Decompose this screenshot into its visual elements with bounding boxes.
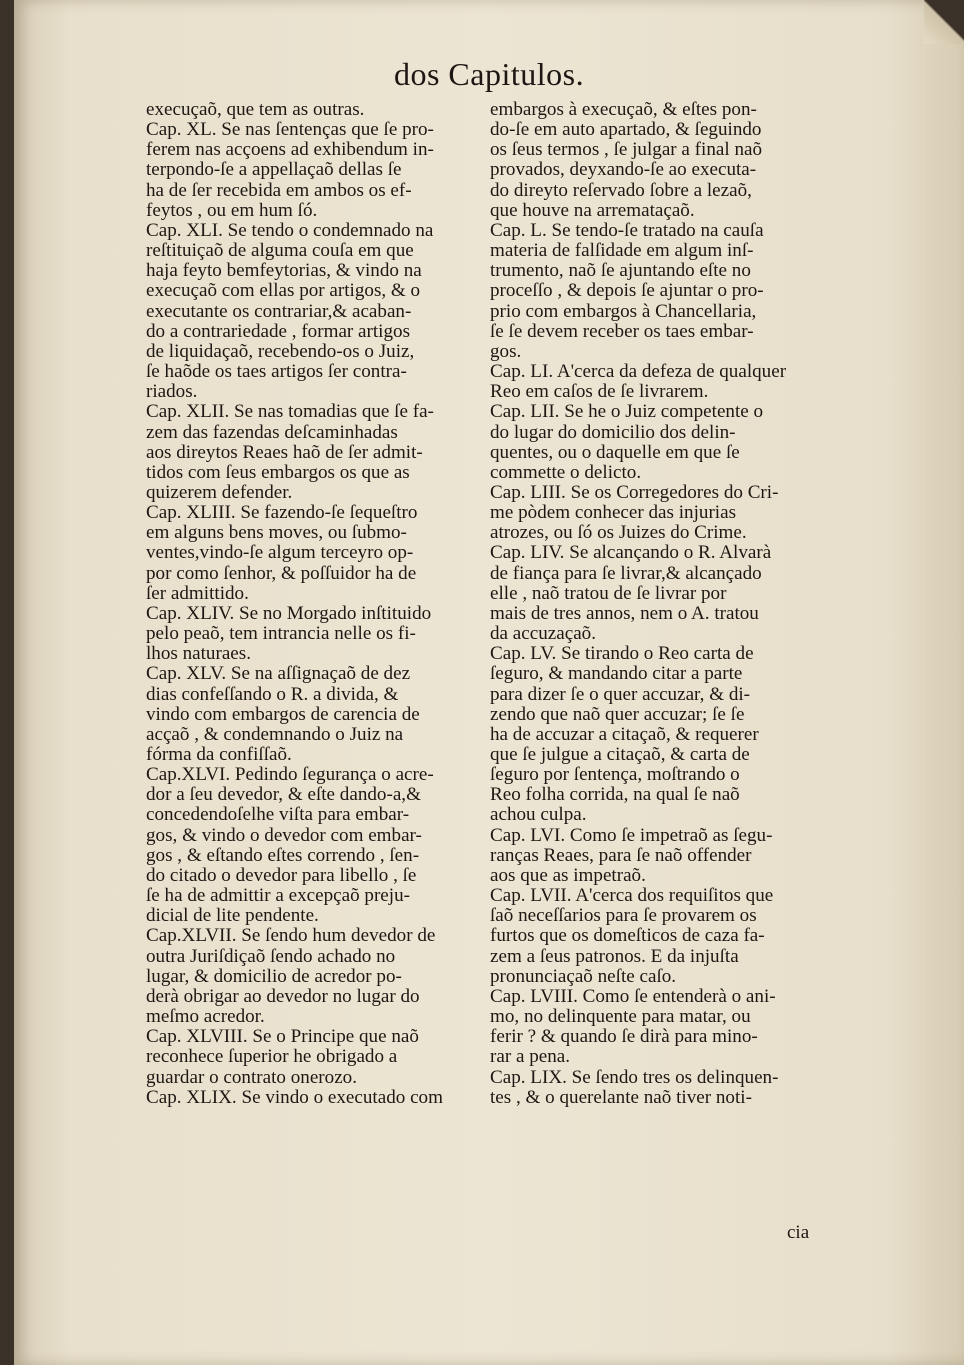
chapter-entry [146,120,492,221]
entry-line: Cap. XLV. Se na aſſignaçaõ de dez [146,663,411,685]
entry-line: dor a ſeu devedor, & eſte dando-a,& [146,784,421,806]
entry-line: Cap. XL. Se nas ſentenças que ſe pro- [146,119,434,141]
entry-line: que houve na arremataçaõ. [490,199,695,221]
entry-line: aos direytos Reaes haõ de ſer admit- [146,441,423,463]
chapter-entry [490,483,830,543]
entry-line: elle , naõ tratou de ſe livrar por [490,582,727,604]
right-column [490,100,830,1108]
chapter-entry [490,987,830,1068]
entry-line: Cap. XLIX. Se vindo o executado com [146,1086,443,1108]
entry-line: ſeguro por ſentença, moſtrando o [490,764,740,786]
entry-line: zem das fazendas deſcaminhadas [146,421,398,443]
left-column [146,100,492,1108]
entry-line: Cap. LIV. Se alcançando o R. Alvarà [490,542,772,564]
entry-line: Cap. XLIII. Se fazendo-ſe ſequeſtro [146,502,418,524]
entry-line: do direyto reſervado ſobre a lezaõ, [490,179,752,201]
entry-line: quizerem defender. [146,481,293,503]
entry-line: atrozes, ou ſó os Juizes do Crime. [490,522,747,544]
entry-line: derà obrigar ao devedor no lugar do [146,985,420,1007]
entry-line: zem a ſeus patronos. E da injuſta [490,945,739,967]
entry-line: ſe ſe devem receber os taes embar- [490,320,754,342]
entry-line: execuçaõ, que tem as outras. [146,99,365,120]
entry-line: Cap. LVIII. Como ſe entenderà o ani- [490,985,776,1007]
entry-line: haja feyto bemfeytorias, & vindo na [146,260,422,282]
entry-line: gos , & eſtando eſtes correndo , ſen- [146,844,420,866]
entry-line: materia de falſidade em algum inſ- [490,240,754,262]
entry-line: Cap. XLIV. Se no Morgado inſtituido [146,602,432,624]
entry-line: dias confeſſando o R. a divida, & [146,683,399,705]
entry-line: Cap. XLVIII. Se o Principe que naõ [146,1026,419,1048]
entry-line: commette o delicto. [490,461,642,483]
entry-line: Cap. LVII. A'cerca dos requiſitos que [490,885,774,907]
chapter-entry [146,402,492,503]
entry-line: executante os contrariar,& acaban- [146,300,412,322]
chapter-entry [490,100,830,221]
entry-line: ſer admittido. [146,582,249,604]
entry-line: mo, no delinquente para matar, ou [490,1006,751,1028]
chapter-entry [146,926,492,1027]
entry-line: proceſſo , & depois ſe ajuntar o pro- [490,280,764,302]
entry-line: me pòdem conhecer das injurias [490,502,737,524]
entry-line: Cap. LII. Se he o Juiz competente o [490,401,764,423]
entry-line: riados. [146,381,198,403]
entry-line: Cap.XLVII. Se ſendo hum devedor de [146,925,436,947]
entry-line: meſmo acredor. [146,1006,265,1028]
entry-line: do lugar do domicilio dos delin- [490,421,736,443]
chapter-entry [146,221,492,402]
entry-line: prio com embargos à Chancellaria, [490,300,757,322]
entry-line: rar a pena. [490,1046,571,1068]
entry-line: Cap. LV. Se tirando o Reo carta de [490,643,754,665]
chapter-entry [490,886,830,987]
chapter-entry [146,1027,492,1087]
entry-line: ranças Reaes, para ſe naõ offender [490,844,752,866]
entry-line: Cap. LIX. Se ſendo tres os delinquen- [490,1066,779,1088]
entry-line: trumento, naõ ſe ajuntando eſte no [490,260,751,282]
entry-line: mais de tres annos, nem o A. tratou [490,602,759,624]
entry-line: ſeguro, & mandando citar a parte [490,663,743,685]
entry-line: lugar, & domicilio de acredor po- [146,965,402,987]
entry-line: quentes, ou o daquelle em que ſe [490,441,740,463]
entry-line: por como ſenhor, & poſſuidor ha de [146,562,417,584]
entry-line: ſaõ neceſſarios para ſe provarem os [490,905,757,927]
book-page [14,0,964,1365]
entry-line: ha de accuzar a citaçaõ, & requerer [490,723,759,745]
entry-line: Cap. LIII. Se os Corregedores do Cri- [490,481,779,503]
entry-line: pelo peaõ, tem intrancia nelle os fi- [146,623,416,645]
entry-line: em alguns bens moves, ou ſubmo- [146,522,407,544]
chapter-entry [146,765,492,926]
entry-line: Cap. XLI. Se tendo o condemnado na [146,219,434,241]
entry-line: da accuzaçaõ. [490,623,596,645]
chapter-entry [146,100,492,120]
entry-line: de liquidaçaõ, recebendo-os o Juiz, [146,340,415,362]
entry-line: ventes,vindo-ſe algum terceyro op- [146,542,414,564]
entry-line: vindo com embargos de carencia de [146,703,420,725]
entry-line: gos. [490,340,522,362]
entry-line: do a contrariedade , formar artigos [146,320,411,342]
entry-line: Cap. LVI. Como ſe impetraõ as ſegu- [490,824,773,846]
chapter-entry [490,362,830,402]
entry-line: lhos naturaes. [146,643,251,665]
entry-line: tidos com ſeus embargos os que as [146,461,410,483]
chapter-entry [490,826,830,886]
running-header: dos Capitulos. [393,56,585,92]
entry-line: achou culpa. [490,804,587,826]
entry-line: feytos , ou em hum ſó. [146,199,318,221]
entry-line: aos que as impetraõ. [490,864,646,886]
entry-line: terpondo-ſe a appellaçaõ dellas ſe [146,159,402,181]
chapter-entry [146,604,492,664]
catchword: cia [787,1222,810,1243]
entry-line: ſe haõde os taes artigos ſer contra- [146,361,407,383]
chapter-entry [146,664,492,765]
page-corner-curl [924,0,964,44]
entry-line: gos, & vindo o devedor com embar- [146,824,422,846]
chapter-entry [146,503,492,604]
entry-line: reſtituiçaõ de alguma couſa em que [146,240,414,262]
chapter-entry [490,402,830,483]
entry-line: guardar o contrato onerozo. [146,1066,358,1088]
chapter-entry [490,221,830,362]
chapter-entry [146,1088,492,1108]
entry-line: ſe ha de admittir a excepçaõ preju- [146,885,410,907]
entry-line: fórma da confiſſaõ. [146,744,292,765]
entry-line: dicial de lite pendente. [146,905,319,927]
entry-line: Cap. XLII. Se nas tomadias que ſe fa- [146,401,434,423]
entry-line: Reo em caſos de ſe livrarem. [490,381,709,403]
entry-line: Cap. L. Se tendo-ſe tratado na cauſa [490,219,764,241]
chapter-entry [490,543,830,644]
entry-line: Cap.XLVI. Pedindo ſegurança o acre- [146,764,434,786]
entry-line: que ſe julgue a citaçaõ, & carta de [490,744,750,765]
entry-line: do-ſe em auto apartado, & ſeguindo [490,119,762,141]
entry-line: ferir ? & quando ſe dirà para mino- [490,1026,758,1048]
entry-line: furtos que os domeſticos de caza fa- [490,925,765,947]
entry-line: tes , & o querelante naõ tiver noti- [490,1086,752,1108]
entry-line: acçaõ , & condemnando o Juiz na [146,723,404,745]
entry-line: embargos à execuçaõ, & eſtes pon- [490,99,757,120]
entry-line: Cap. LI. A'cerca da defeza de qualquer [490,361,787,383]
entry-line: ha de ſer recebida em ambos os ef- [146,179,412,201]
entry-line: para dizer ſe o quer accuzar, & di- [490,683,751,705]
chapter-entry [490,1068,830,1108]
entry-line: ferem nas acçoens ad exhibendum in- [146,139,434,161]
entry-line: execuçaõ com ellas por artigos, & o [146,280,421,302]
entry-line: concedendoſelhe viſta para embar- [146,804,410,826]
entry-line: os ſeus termos , ſe julgar a final naõ [490,139,763,161]
chapter-entry [490,644,830,825]
entry-line: do citado o devedor para libello , ſe [146,864,417,886]
entry-line: Reo folha corrida, na qual ſe naõ [490,784,740,806]
entry-line: provados, deyxando-ſe ao executa- [490,159,757,181]
entry-line: reconhece ſuperior he obrigado a [146,1046,398,1068]
entry-line: pronunciaçaõ neſte caſo. [490,965,677,987]
entry-line: outra Juriſdiçaõ ſendo achado no [146,945,396,967]
entry-line: zendo que naõ quer accuzar; ſe ſe [490,703,745,725]
entry-line: de fiança para ſe livrar,& alcançado [490,562,762,584]
